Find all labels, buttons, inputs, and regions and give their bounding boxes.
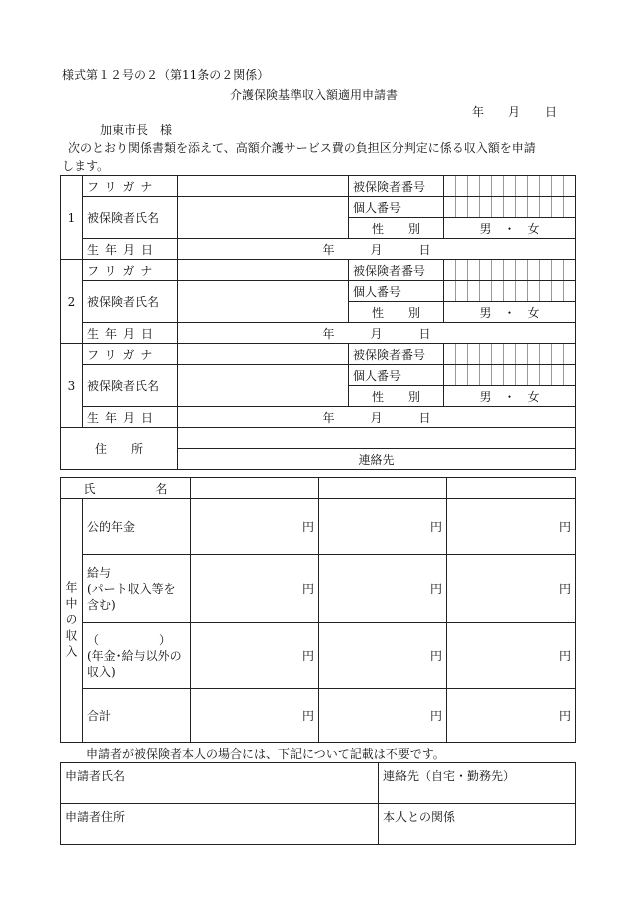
gender-label: 性 別 (349, 386, 444, 407)
furigana-field[interactable] (178, 260, 349, 281)
birthdate-label: 生年月日 (83, 407, 178, 428)
insured-name-field[interactable] (178, 197, 349, 239)
addressee: 加東市長 様 (100, 123, 173, 137)
person-number: 3 (61, 344, 83, 428)
birthdate-field[interactable]: 年 月 日 (178, 323, 576, 344)
income-amount-1[interactable]: 円 (191, 623, 319, 689)
insured-name-label: 被保険者氏名 (83, 281, 178, 323)
insured-number-field[interactable] (444, 344, 576, 365)
furigana-label: フリガナ (83, 176, 178, 197)
furigana-field[interactable] (178, 344, 349, 365)
gender-label: 性 別 (349, 302, 444, 323)
contact-field[interactable]: 連絡先 (178, 449, 576, 470)
personal-number-label: 個人番号 (349, 281, 444, 302)
date-year-label: 年 (472, 105, 485, 119)
income-name-field-1[interactable] (191, 478, 319, 499)
personal-number-field[interactable] (444, 281, 576, 302)
intro-line-2: します。 (62, 159, 110, 173)
income-amount-2[interactable]: 円 (319, 623, 447, 689)
birthdate-label: 生年月日 (83, 323, 178, 344)
income-side-label: 年中の収入 (61, 499, 83, 743)
form-number: 様式第１２号の２（第11条の２関係） (62, 68, 270, 82)
income-amount-2[interactable]: 円 (319, 555, 447, 623)
insured-number-field[interactable] (444, 176, 576, 197)
insured-number-label: 被保険者番号 (349, 344, 444, 365)
applicant-relation-cell[interactable]: 本人との関係 (379, 804, 576, 845)
insured-name-field[interactable] (178, 281, 349, 323)
income-name-field-2[interactable] (319, 478, 447, 499)
intro-line-1: 次のとおり関係書類を添えて、高額介護サービス費の負担区分判定に係る収入額を申請 (68, 141, 536, 155)
income-amount-1[interactable]: 円 (191, 555, 319, 623)
person-number: 1 (61, 176, 83, 260)
income-amount-3[interactable]: 円 (447, 499, 576, 555)
insured-name-label: 被保険者氏名 (83, 365, 178, 407)
gender-label: 性 別 (349, 218, 444, 239)
gender-field[interactable]: 男 ・ 女 (444, 386, 576, 407)
insured-persons-table (60, 175, 576, 470)
insured-number-label: 被保険者番号 (349, 176, 444, 197)
birthdate-field[interactable]: 年 月 日 (178, 239, 576, 260)
personal-number-field[interactable] (444, 365, 576, 386)
gender-field[interactable]: 男 ・ 女 (444, 218, 576, 239)
income-row-label: 合計 (83, 689, 191, 743)
insured-name-field[interactable] (178, 365, 349, 407)
address-label: 住 所 (61, 428, 178, 470)
furigana-field[interactable] (178, 176, 349, 197)
income-name-field-3[interactable] (447, 478, 576, 499)
applicant-address-cell[interactable]: 申請者住所 (61, 804, 379, 845)
address-field[interactable] (178, 428, 576, 449)
form-title: 介護保険基準収入額適用申請書 (230, 88, 399, 102)
applicant-table (60, 762, 576, 845)
birthdate-label: 生年月日 (83, 239, 178, 260)
income-amount-2[interactable]: 円 (319, 499, 447, 555)
personal-number-field[interactable] (444, 197, 576, 218)
income-row-label: （ ） (年金･給与以外の収入) (83, 623, 191, 689)
gender-field[interactable]: 男 ・ 女 (444, 302, 576, 323)
applicant-contact-cell[interactable]: 連絡先（自宅・勤務先） (379, 763, 576, 804)
birthdate-field[interactable]: 年 月 日 (178, 407, 576, 428)
furigana-label: フリガナ (83, 344, 178, 365)
applicant-name-cell[interactable]: 申請者氏名 (61, 763, 379, 804)
income-amount-3[interactable]: 円 (447, 689, 576, 743)
income-name-label: 氏 名 (61, 478, 191, 499)
income-row-label: 公的年金 (83, 499, 191, 555)
income-amount-3[interactable]: 円 (447, 623, 576, 689)
insured-number-label: 被保険者番号 (349, 260, 444, 281)
income-table (60, 477, 576, 743)
applicant-note: 申請者が被保険者本人の場合には、下記について記載は不要です。 (86, 747, 445, 761)
income-row-label: 給与 (パート収入等を含む) (83, 555, 191, 623)
insured-name-label: 被保険者氏名 (83, 197, 178, 239)
date-day-label: 日 (545, 105, 558, 119)
insured-number-field[interactable] (444, 260, 576, 281)
income-amount-2[interactable]: 円 (319, 689, 447, 743)
income-amount-3[interactable]: 円 (447, 555, 576, 623)
personal-number-label: 個人番号 (349, 197, 444, 218)
income-amount-1[interactable]: 円 (191, 689, 319, 743)
date-month-label: 月 (508, 105, 521, 119)
income-amount-1[interactable]: 円 (191, 499, 319, 555)
person-number: 2 (61, 260, 83, 344)
furigana-label: フリガナ (83, 260, 178, 281)
personal-number-label: 個人番号 (349, 365, 444, 386)
